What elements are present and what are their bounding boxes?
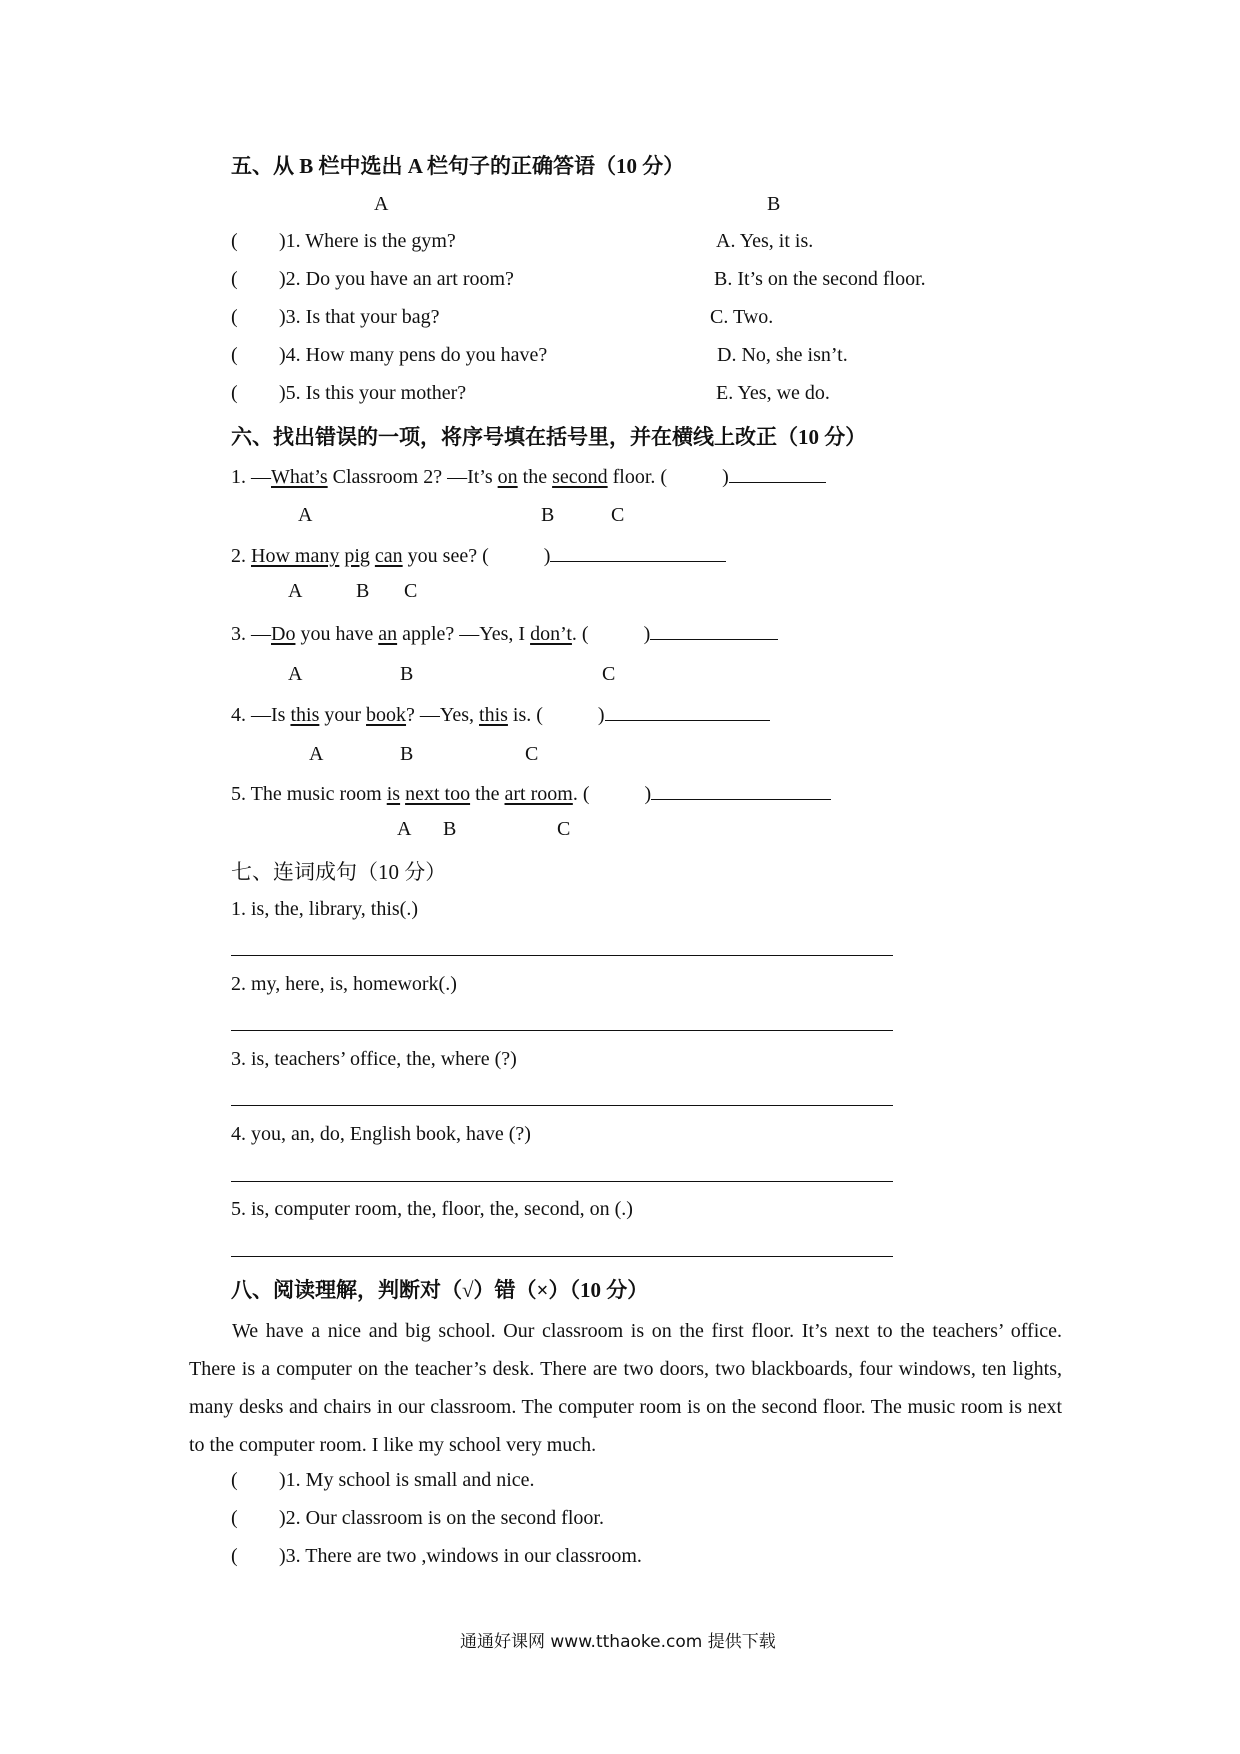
answer-bracket[interactable]: ( <box>231 306 238 328</box>
option-letter: A <box>397 818 412 840</box>
answer-line[interactable] <box>231 1256 893 1257</box>
correction-line[interactable] <box>605 702 770 721</box>
correction-line[interactable] <box>729 464 826 483</box>
answer-option: B. It’s on the second floor. <box>714 268 926 290</box>
option-letter: C <box>557 818 571 840</box>
option-letter: B <box>541 504 555 526</box>
option-b-underline: book <box>366 704 407 726</box>
option-c-underline: can <box>374 545 403 567</box>
option-a-underline: is <box>386 783 401 805</box>
answer-bracket[interactable]: ( <box>231 1507 238 1529</box>
judgement-question: )3. There are two ,windows in our classroom. <box>279 1545 642 1567</box>
option-letter: A <box>309 743 324 765</box>
question-text: )5. Is this your mother? <box>279 382 467 404</box>
error-item-3: 3. —Do you have an apple? —Yes, I don’t. ( ) <box>231 621 778 646</box>
word-order-item: 2. my, here, is, homework(.) <box>231 973 457 995</box>
answer-option: A. Yes, it is. <box>716 230 814 252</box>
answer-line[interactable] <box>231 955 893 956</box>
answer-bracket[interactable]: ( <box>231 230 238 252</box>
answer-option: E. Yes, we do. <box>716 382 830 404</box>
option-letter: C <box>602 663 616 685</box>
option-c-underline: this <box>479 704 508 726</box>
option-b-underline: an <box>378 623 398 645</box>
option-letter: C <box>404 580 418 602</box>
page-footer: 通通好课网 www.tthaoke.com 提供下载 <box>460 1632 776 1652</box>
section-5-title: 五、从 B 栏中选出 A 栏句子的正确答语（10 分） <box>231 154 685 178</box>
option-c-underline: don’t <box>530 623 572 645</box>
answer-option: C. Two. <box>710 306 774 328</box>
correction-line[interactable] <box>650 621 778 640</box>
option-b-underline: on <box>497 466 518 488</box>
error-item-5: 5. The music room is next too the art room. ( ) <box>231 781 831 806</box>
option-letter: C <box>611 504 625 526</box>
column-b-header: B <box>767 193 781 215</box>
word-order-item: 3. is, teachers’ office, the, where (?) <box>231 1048 517 1070</box>
error-item-2: 2. How many pig can you see? ( ) <box>231 543 726 568</box>
error-item-4: 4. —Is this your book? —Yes, this is. ( ) <box>231 702 770 727</box>
option-a-underline: this <box>290 704 320 726</box>
question-text: )1. Where is the gym? <box>279 230 456 252</box>
error-item-1: 1. —What’s Classroom 2? —It’s on the second floor. ( ) <box>231 464 826 489</box>
answer-line[interactable] <box>231 1105 893 1106</box>
option-a-underline: What’s <box>271 466 328 488</box>
option-letter: B <box>400 743 414 765</box>
word-order-item: 4. you, an, do, English book, have (?) <box>231 1123 531 1145</box>
section-7-title: 七、连词成句（10 分） <box>231 860 447 884</box>
option-letter: C <box>525 743 539 765</box>
judgement-question: )1. My school is small and nice. <box>279 1469 535 1491</box>
option-letter: B <box>356 580 370 602</box>
option-letter: B <box>400 663 414 685</box>
option-letter: B <box>443 818 457 840</box>
answer-bracket[interactable]: ( <box>231 1545 238 1567</box>
word-order-item: 1. is, the, library, this(.) <box>231 898 419 920</box>
option-c-underline: art room <box>504 783 573 805</box>
correction-line[interactable] <box>550 543 726 562</box>
word-order-item: 5. is, computer room, the, floor, the, second, on (.) <box>231 1198 633 1220</box>
answer-bracket[interactable]: ( <box>231 1469 238 1491</box>
option-a-underline: How many <box>251 545 340 567</box>
reading-passage: We have a nice and big school. Our classroom is on the first floor. It’s next to the teachers’ office. There is a computer on the teacher’s desk. There are two doors, two blackboards, four windows, ten lights, many desks and chairs in our classroom. The computer room is on the second floor. The music room is next to the computer room. I like my school very much. <box>189 1320 1062 1456</box>
question-text: )4. How many pens do you have? <box>279 344 548 366</box>
answer-option: D. No, she isn’t. <box>717 344 848 366</box>
section-8-title: 八、阅读理解，判断对（√）错（×）（10 分） <box>231 1278 649 1302</box>
correction-line[interactable] <box>651 781 831 800</box>
question-text: )3. Is that your bag? <box>279 306 440 328</box>
answer-bracket[interactable]: ( <box>231 344 238 366</box>
answer-bracket[interactable]: ( <box>231 268 238 290</box>
option-letter: A <box>288 580 303 602</box>
question-text: )2. Do you have an art room? <box>279 268 514 290</box>
option-c-underline: second <box>552 466 608 488</box>
answer-line[interactable] <box>231 1181 893 1182</box>
option-a-underline: Do <box>271 623 296 645</box>
option-b-underline: pig <box>344 545 370 567</box>
option-letter: A <box>288 663 303 685</box>
answer-line[interactable] <box>231 1030 893 1031</box>
judgement-question: )2. Our classroom is on the second floor. <box>279 1507 604 1529</box>
section-6-title: 六、找出错误的一项，将序号填在括号里，并在横线上改正（10 分） <box>231 425 867 449</box>
option-b-underline: next too <box>405 783 471 805</box>
answer-bracket[interactable]: ( <box>231 382 238 404</box>
option-letter: A <box>298 504 313 526</box>
column-a-header: A <box>374 193 389 215</box>
